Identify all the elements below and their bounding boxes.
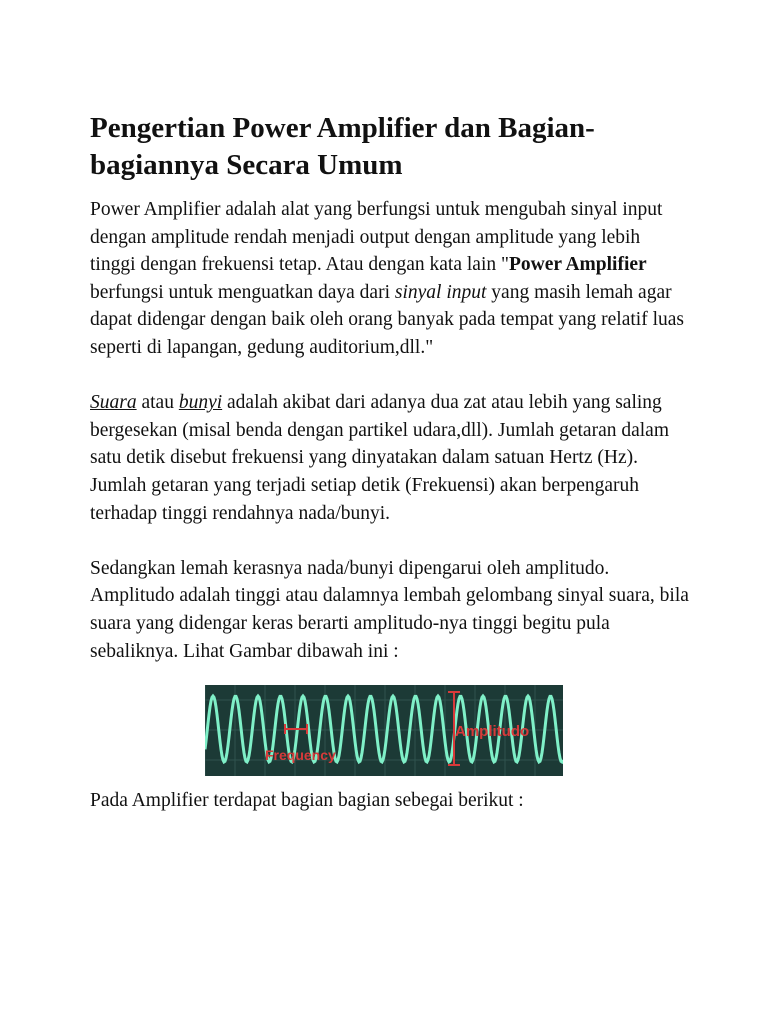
article-title: Pengertian Power Amplifier dan Bagian-bagiannya Secara Umum — [90, 112, 595, 181]
text: Power Amplifier adalah alat yang berfungsi untuk mengubah sinyal input dengan amplitude rendah menjadi output dengan amplitude yang lebih tinggi dengan frekuensi tetap. Atau dengan kata lain " — [90, 199, 663, 276]
link-bunyi[interactable]: bunyi — [178, 392, 223, 414]
waveform-image — [205, 685, 563, 776]
text: yang masih lemah agar dapat didengar dengan baik oleh orang banyak pada tempat yang relatif luas seperti di lapangan, gedung auditorium,dll." — [90, 281, 684, 358]
figure-container — [90, 665, 690, 785]
article-body — [90, 110, 690, 815]
italic-term: sinyal input — [394, 281, 487, 303]
waveform-svg — [205, 685, 563, 776]
paragraph-amplitude: Sedangkan lemah kerasnya nada/bunyi dipengarui oleh amplitudo. Amplitudo adalah tinggi atau dalamnya lembah gelombang sinyal suara, bila suara yang didengar keras berarti amplitudo-nya tinggi begitu pula sebaliknya. Lihat Gambar dibawah ini : — [90, 557, 689, 662]
link-suara[interactable]: Suara — [90, 392, 137, 414]
paragraph-definition — [90, 196, 690, 362]
paragraph-parts-intro: Pada Amplifier terdapat bagian bagian sebegai berikut : — [90, 790, 524, 812]
frequency-label: Frequency — [265, 747, 336, 764]
bold-term: Power Amplifier — [508, 254, 647, 276]
text: berfungsi untuk menguatkan daya dari — [90, 281, 395, 303]
amplitude-label: Amplitudo — [455, 723, 530, 741]
paragraph-sound: Suara atau bunyi adalah akibat dari adanya dua zat atau lebih yang saling bergesekan (misal benda dengan partikel udara,dll). Jumlah getaran dalam satu detik disebut frekuensi yang dinyatakan dalam satuan Hertz (Hz). Jumlah getaran yang terjadi setiap detik (Frekuensi) akan berpengaruh terhadap tinggi rendahnya nada/bunyi. — [90, 392, 670, 524]
